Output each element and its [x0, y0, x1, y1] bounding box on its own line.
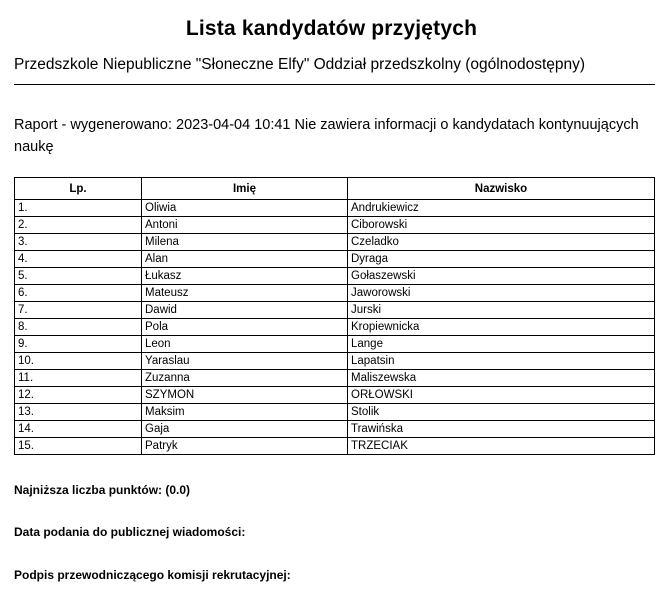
- cell-first-name: Dawid: [142, 302, 348, 319]
- min-points-label: Najniższa liczba punktów: (0.0): [14, 483, 191, 497]
- table-body: [15, 200, 655, 455]
- table-row: [15, 302, 655, 319]
- report-info: Raport - wygenerowano: 2023-04-04 10:41 Nie zawiera informacji o kandydatach kontynuujących naukę: [14, 117, 639, 155]
- publication-date-label: Data podania do publicznej wiadomości:: [14, 525, 246, 539]
- table-row: [15, 438, 655, 455]
- cell-lp: 7.: [15, 302, 142, 319]
- table-row: [15, 319, 655, 336]
- cell-lp: 11.: [15, 370, 142, 387]
- table-row: [15, 404, 655, 421]
- candidates-table: [14, 177, 655, 455]
- cell-first-name: Mateusz: [142, 285, 348, 302]
- table-row: [15, 285, 655, 302]
- table-row: [15, 336, 655, 353]
- cell-last-name: Lapatsin: [348, 353, 655, 370]
- title-divider: [14, 84, 655, 85]
- cell-last-name: Trawińska: [348, 421, 655, 438]
- table-row: [15, 217, 655, 234]
- cell-last-name: Ciborowski: [348, 217, 655, 234]
- cell-first-name: Milena: [142, 234, 348, 251]
- cell-last-name: Dyraga: [348, 251, 655, 268]
- cell-last-name: Jurski: [348, 302, 655, 319]
- cell-lp: 15.: [15, 438, 142, 455]
- table-row: [15, 200, 655, 217]
- cell-lp: 14.: [15, 421, 142, 438]
- cell-last-name: Czeladko: [348, 234, 655, 251]
- cell-last-name: Andrukiewicz: [348, 200, 655, 217]
- cell-lp: 4.: [15, 251, 142, 268]
- cell-first-name: Patryk: [142, 438, 348, 455]
- cell-last-name: Gołaszewski: [348, 268, 655, 285]
- cell-first-name: Oliwia: [142, 200, 348, 217]
- cell-last-name: ORŁOWSKI: [348, 387, 655, 404]
- cell-first-name: Antoni: [142, 217, 348, 234]
- cell-first-name: Zuzanna: [142, 370, 348, 387]
- cell-lp: 1.: [15, 200, 142, 217]
- table-row: [15, 234, 655, 251]
- table-row: [15, 387, 655, 404]
- cell-lp: 12.: [15, 387, 142, 404]
- cell-lp: 8.: [15, 319, 142, 336]
- cell-first-name: SZYMON: [142, 387, 348, 404]
- table-row: [15, 421, 655, 438]
- cell-lp: 2.: [15, 217, 142, 234]
- table-row: [15, 251, 655, 268]
- cell-lp: 3.: [15, 234, 142, 251]
- cell-last-name: Jaworowski: [348, 285, 655, 302]
- cell-lp: 6.: [15, 285, 142, 302]
- cell-first-name: Alan: [142, 251, 348, 268]
- institution-subtitle: Przedszkole Niepubliczne "Słoneczne Elfy" Oddział przedszkolny (ogólnodostępny): [14, 56, 586, 73]
- cell-lp: 5.: [15, 268, 142, 285]
- table-row: [15, 370, 655, 387]
- cell-last-name: Lange: [348, 336, 655, 353]
- cell-first-name: Maksim: [142, 404, 348, 421]
- cell-lp: 13.: [15, 404, 142, 421]
- document-title: Lista kandydatów przyjętych: [185, 17, 478, 40]
- cell-first-name: Gaja: [142, 421, 348, 438]
- table-row: [15, 353, 655, 370]
- table-header-row: [15, 178, 655, 200]
- header-lp: Lp.: [15, 178, 142, 200]
- cell-last-name: TRZECIAK: [348, 438, 655, 455]
- cell-first-name: Yaraslau: [142, 353, 348, 370]
- cell-lp: 10.: [15, 353, 142, 370]
- cell-first-name: Łukasz: [142, 268, 348, 285]
- cell-last-name: Kropiewnicka: [348, 319, 655, 336]
- cell-last-name: Stolik: [348, 404, 655, 421]
- table-row: [15, 268, 655, 285]
- signature-label: Podpis przewodniczącego komisji rekrutacyjnej:: [14, 568, 291, 582]
- cell-first-name: Pola: [142, 319, 348, 336]
- cell-first-name: Leon: [142, 336, 348, 353]
- header-first-name: Imię: [142, 178, 348, 200]
- header-last-name: Nazwisko: [348, 178, 655, 200]
- cell-lp: 9.: [15, 336, 142, 353]
- cell-last-name: Maliszewska: [348, 370, 655, 387]
